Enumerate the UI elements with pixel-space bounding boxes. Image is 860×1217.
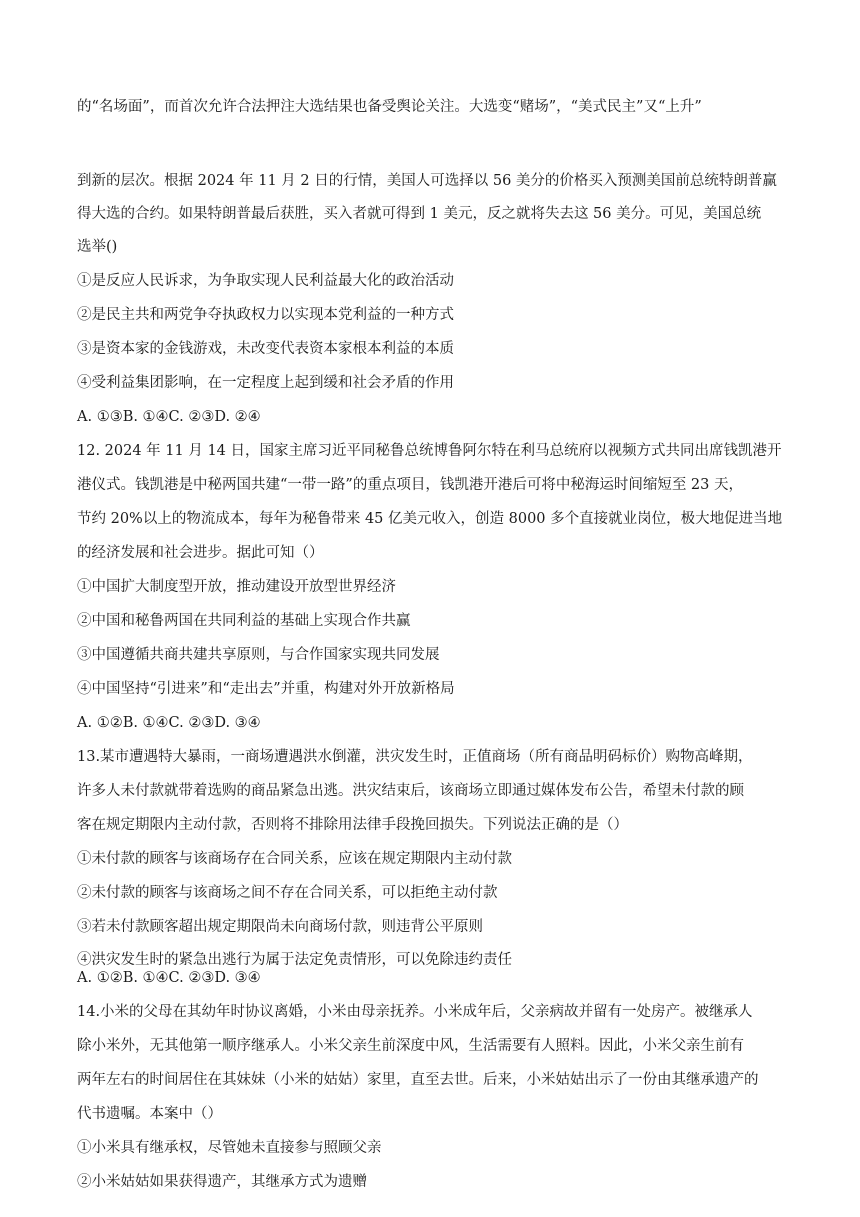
question-text: 14.小米的父母在其幼年时协议离婚，小米由母亲抚养。小米成年后，父亲病故并留有一处房产。被继承人 xyxy=(77,1004,753,1020)
question-text: 节约 20%以上的物流成本，每年为秘鲁带来 45 亿美元收入，创造 8000 多个直接就业岗位，极大地促进当地 xyxy=(77,511,783,527)
option-line: ④受利益集团影响，在一定程度上起到缓和社会矛盾的作用 xyxy=(77,375,454,391)
text-line: 的“名场面”，而首次允许合法押注大选结果也备受舆论关注。大选变“赌场”，“美式民主”又“上升” xyxy=(77,99,702,115)
question-text: 代书遗嘱。本案中（） xyxy=(77,1106,222,1122)
option-line: ③中国遵循共商共建共享原则，与合作国家实现共同发展 xyxy=(77,647,440,663)
question-text: 许多人未付款就带着选购的商品紧急出逃。洪灾结束后，该商场立即通过媒体发布公告，希望未付款的顾 xyxy=(77,783,744,799)
question-text: 12. 2024 年 11 月 14 日，国家主席习近平同秘鲁总统博鲁阿尔特在利马总统府以视频方式共同出席钱凯港开 xyxy=(77,443,782,459)
question-text: 除小米外，无其他第一顺序继承人。小米父亲生前深度中风，生活需要有人照料。因此，小米父亲生前有 xyxy=(77,1038,744,1054)
answer-choices: A. ①②B. ①④C. ②③D. ③④ xyxy=(77,715,261,731)
question-text: 13.某市遭遇特大暴雨，一商场遭遇洪水倒灌，洪灾发生时，正值商场（所有商品明码标价）购物高峰期， xyxy=(77,749,753,765)
text-line: 选举() xyxy=(77,239,118,255)
option-line: ②中国和秘鲁两国在共同利益的基础上实现合作共赢 xyxy=(77,613,411,629)
option-line: ④洪灾发生时的紧急出逃行为属于法定免责情形，可以免除违约责任 xyxy=(77,952,512,968)
question-text: 客在规定期限内主动付款，否则将不排除用法律手段挽回损失。下列说法正确的是（） xyxy=(77,817,628,833)
option-line: ③若未付款顾客超出规定期限尚未向商场付款，则违背公平原则 xyxy=(77,919,483,935)
option-line: ②小米姑姑如果获得遗产，其继承方式为遗赠 xyxy=(77,1174,367,1190)
answer-choices: A. ①②B. ①④C. ②③D. ③④ xyxy=(77,970,261,986)
option-line: ④中国坚持“引进来”和“走出去”并重，构建对外开放新格局 xyxy=(77,681,455,697)
option-line: ②未付款的顾客与该商场之间不存在合同关系，可以拒绝主动付款 xyxy=(77,885,498,901)
option-line: ①是反应人民诉求，为争取实现人民利益最大化的政治活动 xyxy=(77,273,454,289)
answer-choices: A. ①③B. ①④C. ②③D. ②④ xyxy=(77,409,261,425)
question-text: 的经济发展和社会进步。据此可知（） xyxy=(77,545,324,561)
text-line: 得大选的合约。如果特朗普最后获胜，买入者就可得到 1 美元，反之就将失去这 56 美分。可见，美国总统 xyxy=(77,206,762,222)
text-line: 到新的层次。根据 2024 年 11 月 2 日的行情，美国人可选择以 56 美分的价格买入预测美国前总统特朗普赢 xyxy=(77,173,777,189)
option-line: ①未付款的顾客与该商场存在合同关系，应该在规定期限内主动付款 xyxy=(77,851,512,867)
option-line: ①小米具有继承权，尽管她未直接参与照顾父亲 xyxy=(77,1140,382,1156)
option-line: ①中国扩大制度型开放，推动建设开放型世界经济 xyxy=(77,579,396,595)
question-text: 两年左右的时间居住在其妹妹（小米的姑姑）家里，直至去世。后来，小米姑姑出示了一份由其继承遗产的 xyxy=(77,1072,759,1088)
option-line: ②是民主共和两党争夺执政权力以实现本党利益的一种方式 xyxy=(77,307,454,323)
question-text: 港仪式。钱凯港是中秘两国共建“一带一路”的重点项目，钱凯港开港后可将中秘海运时间缩短至 23 天， xyxy=(77,477,743,493)
option-line: ③是资本家的金钱游戏，未改变代表资本家根本利益的本质 xyxy=(77,341,454,357)
